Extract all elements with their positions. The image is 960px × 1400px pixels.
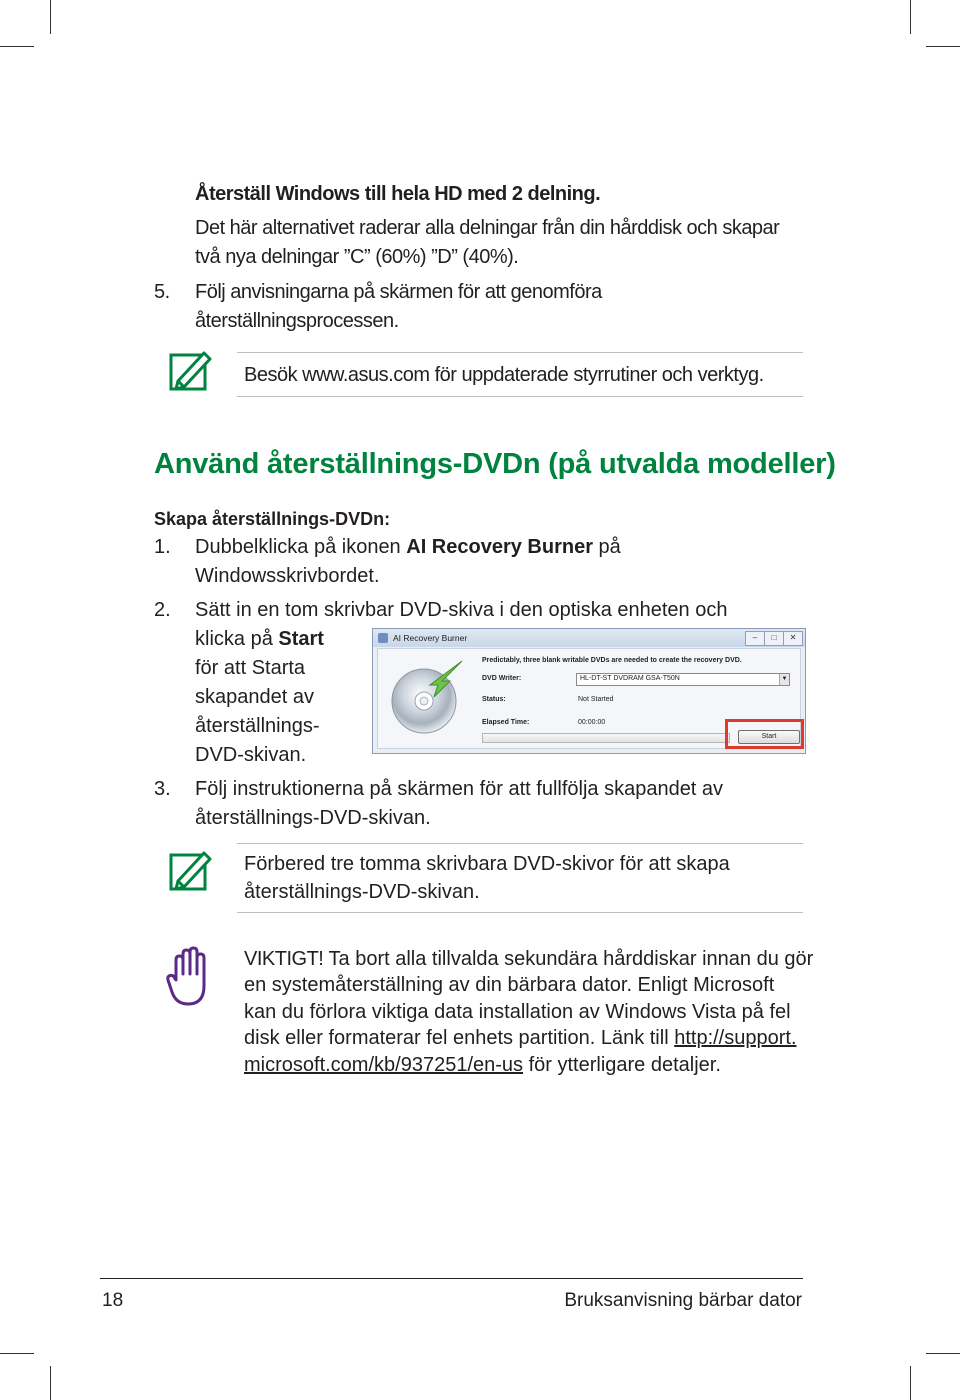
note1-text: Besök www.asus.com för uppdaterade styrrutiner och verktyg.: [244, 364, 764, 386]
section1-description-line1: Det här alternativet raderar alla delningar från din hårddisk och skapar: [195, 217, 780, 239]
crop-mark: [50, 0, 51, 34]
elapsed-time-value: 00:00:00: [578, 719, 606, 726]
elapsed-time-label: Elapsed Time:: [482, 719, 530, 726]
progress-bar: [482, 733, 730, 743]
important-line2: en systemåterställning av din bärbara dator. Enligt Microsoft: [244, 974, 775, 996]
step1-number: 1.: [154, 536, 171, 558]
step5-line2: återställningsprocessen.: [195, 310, 399, 332]
step1-line2: Windowsskrivbordet.: [195, 565, 380, 587]
step3-line2: återställnings-DVD-skivan.: [195, 807, 431, 829]
crop-mark: [910, 0, 911, 34]
status-label: Status:: [482, 696, 506, 703]
dialog-title: AI Recovery Burner: [393, 633, 468, 643]
dialog-titlebar: [373, 629, 805, 647]
crop-mark: [926, 46, 960, 47]
crop-mark: [910, 1366, 911, 1400]
note2-top-rule: [237, 843, 803, 844]
step5-number: 5.: [154, 281, 170, 303]
step1-line1: Dubbelklicka på ikonen AI Recovery Burner på: [195, 536, 621, 558]
important-line1: VIKTIGT! Ta bort alla tillvalda sekundära hårddiskar innan du gör: [244, 948, 814, 970]
dvd-writer-select[interactable]: [576, 673, 790, 686]
step2-line5: återställnings-: [195, 715, 320, 737]
note2-bottom-rule: [237, 912, 803, 913]
step5-line1: Följ anvisningarna på skärmen för att genomföra: [195, 281, 602, 303]
dialog-message: Predictably, three blank writable DVDs are needed to create the recovery DVD.: [482, 657, 742, 664]
close-icon[interactable]: ✕: [783, 631, 803, 646]
step2-line1: Sätt in en tom skrivbar DVD-skiva i den optiska enheten och: [195, 599, 728, 621]
status-value: Not Started: [578, 696, 614, 703]
step2-line2: klicka på Start: [195, 628, 324, 650]
support-link-part1[interactable]: http://support.: [674, 1027, 797, 1049]
manual-title: Bruksanvisning bärbar dator: [564, 1290, 802, 1311]
crop-mark: [926, 1353, 960, 1354]
start-button[interactable]: Start: [738, 730, 800, 744]
dvd-writer-label: DVD Writer:: [482, 675, 522, 682]
section2-heading: Använd återställnings-DVDn (på utvalda modeller): [154, 448, 836, 480]
note1-top-rule: [237, 352, 803, 353]
step2-number: 2.: [154, 599, 171, 621]
step2-line3: för att Starta: [195, 657, 306, 679]
step2-line6: DVD-skivan.: [195, 744, 307, 766]
important-line4: disk eller formaterar fel enhets partition. Länk till http://support.: [244, 1027, 797, 1049]
crop-mark: [0, 46, 34, 47]
app-icon: [378, 633, 388, 643]
note1-bottom-rule: [237, 396, 803, 397]
section1-description-line2: två nya delningar ”C” (60%) ”D” (40%).: [195, 246, 519, 268]
section2-subheading: Skapa återställnings-DVDn:: [154, 509, 391, 529]
important-line5: microsoft.com/kb/937251/en-us för ytterligare detaljer.: [244, 1054, 721, 1076]
step3-line1: Följ instruktionerna på skärmen för att fullfölja skapandet av: [195, 778, 724, 800]
step2-line4: skapandet av: [195, 686, 314, 708]
footer-rule: [100, 1278, 803, 1279]
crop-mark: [0, 1353, 34, 1354]
important-line3: kan du förlora viktiga data installation av Windows Vista på fel: [244, 1001, 791, 1023]
note-pencil-icon: [168, 347, 214, 393]
support-link-part2[interactable]: microsoft.com/kb/937251/en-us: [244, 1054, 524, 1076]
minimize-icon[interactable]: –: [745, 631, 765, 646]
note-pencil-icon: [168, 847, 214, 893]
step3-number: 3.: [154, 778, 171, 800]
chevron-down-icon[interactable]: ▼: [779, 674, 789, 685]
note2-line2: återställnings-DVD-skivan.: [244, 881, 480, 903]
dvd-writer-value: HL-DT-ST DVDRAM GSA-T50N: [580, 675, 680, 682]
note2-line1: Förbered tre tomma skrivbara DVD-skivor för att skapa: [244, 853, 730, 875]
section1-heading: Återställ Windows till hela HD med 2 delning.: [195, 183, 601, 205]
crop-mark: [50, 1366, 51, 1400]
dvd-disc-icon: [390, 657, 472, 744]
hand-warning-icon: [166, 946, 212, 1013]
start-button-highlight: [725, 719, 804, 749]
maximize-icon[interactable]: □: [764, 631, 784, 646]
important-label: VIKTIGT!: [244, 948, 324, 970]
page-number: 18: [102, 1290, 124, 1311]
